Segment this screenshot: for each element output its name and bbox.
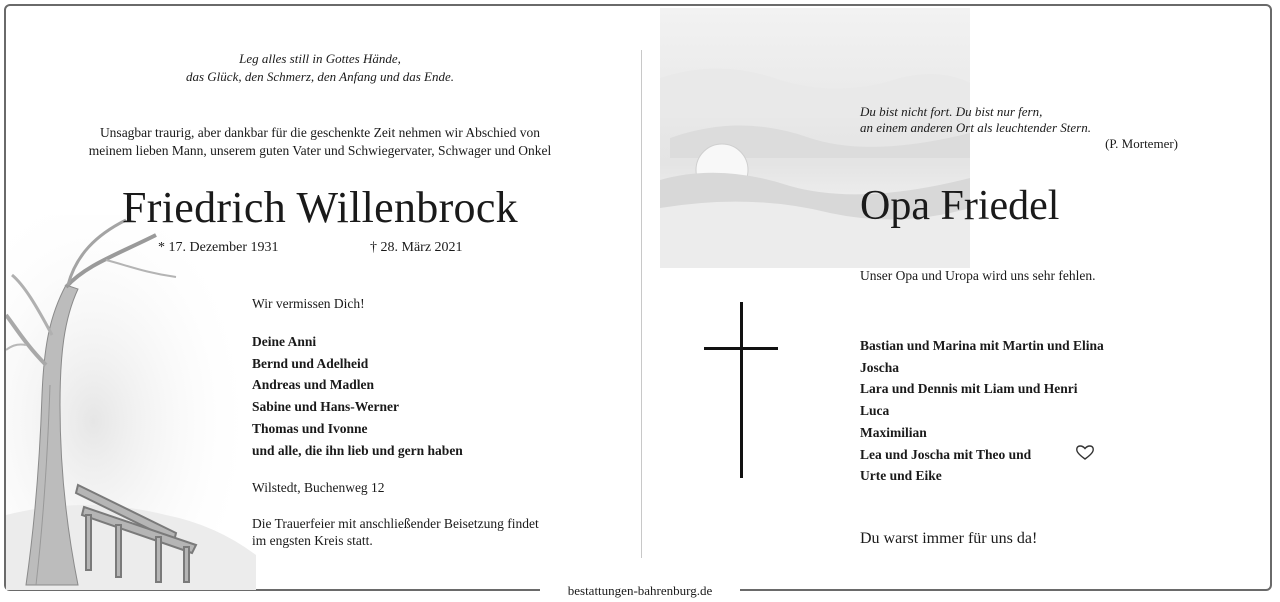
birth-date: * 17. Dezember 1931 — [158, 240, 279, 255]
family-entry: Bastian und Marina mit Martin und Elina — [860, 338, 1104, 353]
family-entry: Andreas und Madlen — [252, 377, 375, 393]
footer-website: bestattungen-bahrenburg.de — [540, 580, 740, 602]
cross-icon — [704, 302, 780, 480]
right-poem — [860, 104, 1180, 136]
family-entry: Urte und Eike — [860, 468, 942, 484]
family-entry: Sabine und Hans-Werner — [252, 399, 400, 415]
deceased-name: Friedrich Willenbrock — [122, 183, 518, 232]
family-entry: Lara und Dennis mit Liam und Henri — [860, 381, 1078, 397]
right-poem-line: an einem anderen Ort als leuchtender Stern. — [860, 120, 1091, 135]
family-entry: Deine Anni — [252, 334, 317, 349]
closing-text: Du warst immer für uns da! — [860, 530, 1038, 547]
missed-text: Unser Opa und Uropa wird uns sehr fehlen. — [860, 268, 1096, 283]
ceremony-line: im engsten Kreis statt. — [252, 533, 373, 548]
poem-author: (P. Mortemer) — [1105, 136, 1178, 151]
family-entry: Maximilian — [860, 424, 927, 440]
death-date: † 28. März 2021 — [370, 240, 463, 255]
miss-text: Wir vermissen Dich! — [252, 296, 365, 311]
family-entry: Thomas und Ivonne — [252, 420, 368, 436]
address: Wilstedt, Buchenweg 12 — [252, 480, 385, 495]
ceremony-line: Die Trauerfeier mit anschließender Beisetzung findet — [252, 516, 539, 531]
family-entry: und alle, die ihn lieb und gern haben — [252, 442, 463, 458]
family-entry: Luca — [860, 403, 890, 419]
family-entry: Bernd und Adelheid — [252, 355, 369, 371]
intro-line: meinem lieben Mann, unserem guten Vater und Schwiegervater, Schwager und Onkel — [88, 143, 552, 158]
right-family-list — [860, 335, 1104, 487]
tree-bench-illustration — [6, 215, 256, 590]
left-family-list — [252, 331, 463, 461]
intro-line: Unsagbar traurig, aber dankbar für die geschenkte Zeit nehmen wir Abschied von — [99, 125, 541, 140]
left-poem-line: das Glück, den Schmerz, den Anfang und das Ende. — [185, 69, 455, 84]
left-poem — [80, 50, 560, 86]
nickname-title: Opa Friedel — [860, 183, 1060, 229]
ceremony-text — [252, 515, 612, 549]
heart-icon — [1075, 444, 1095, 460]
family-entry: Lea und Joscha mit Theo und — [860, 446, 1032, 462]
family-entry: Joscha — [860, 359, 900, 375]
center-divider — [641, 50, 642, 558]
right-poem-line: Du bist nicht fort. Du bist nur fern, — [860, 104, 1043, 119]
intro-text — [30, 124, 610, 160]
left-poem-line: Leg alles still in Gottes Hände, — [239, 51, 401, 66]
